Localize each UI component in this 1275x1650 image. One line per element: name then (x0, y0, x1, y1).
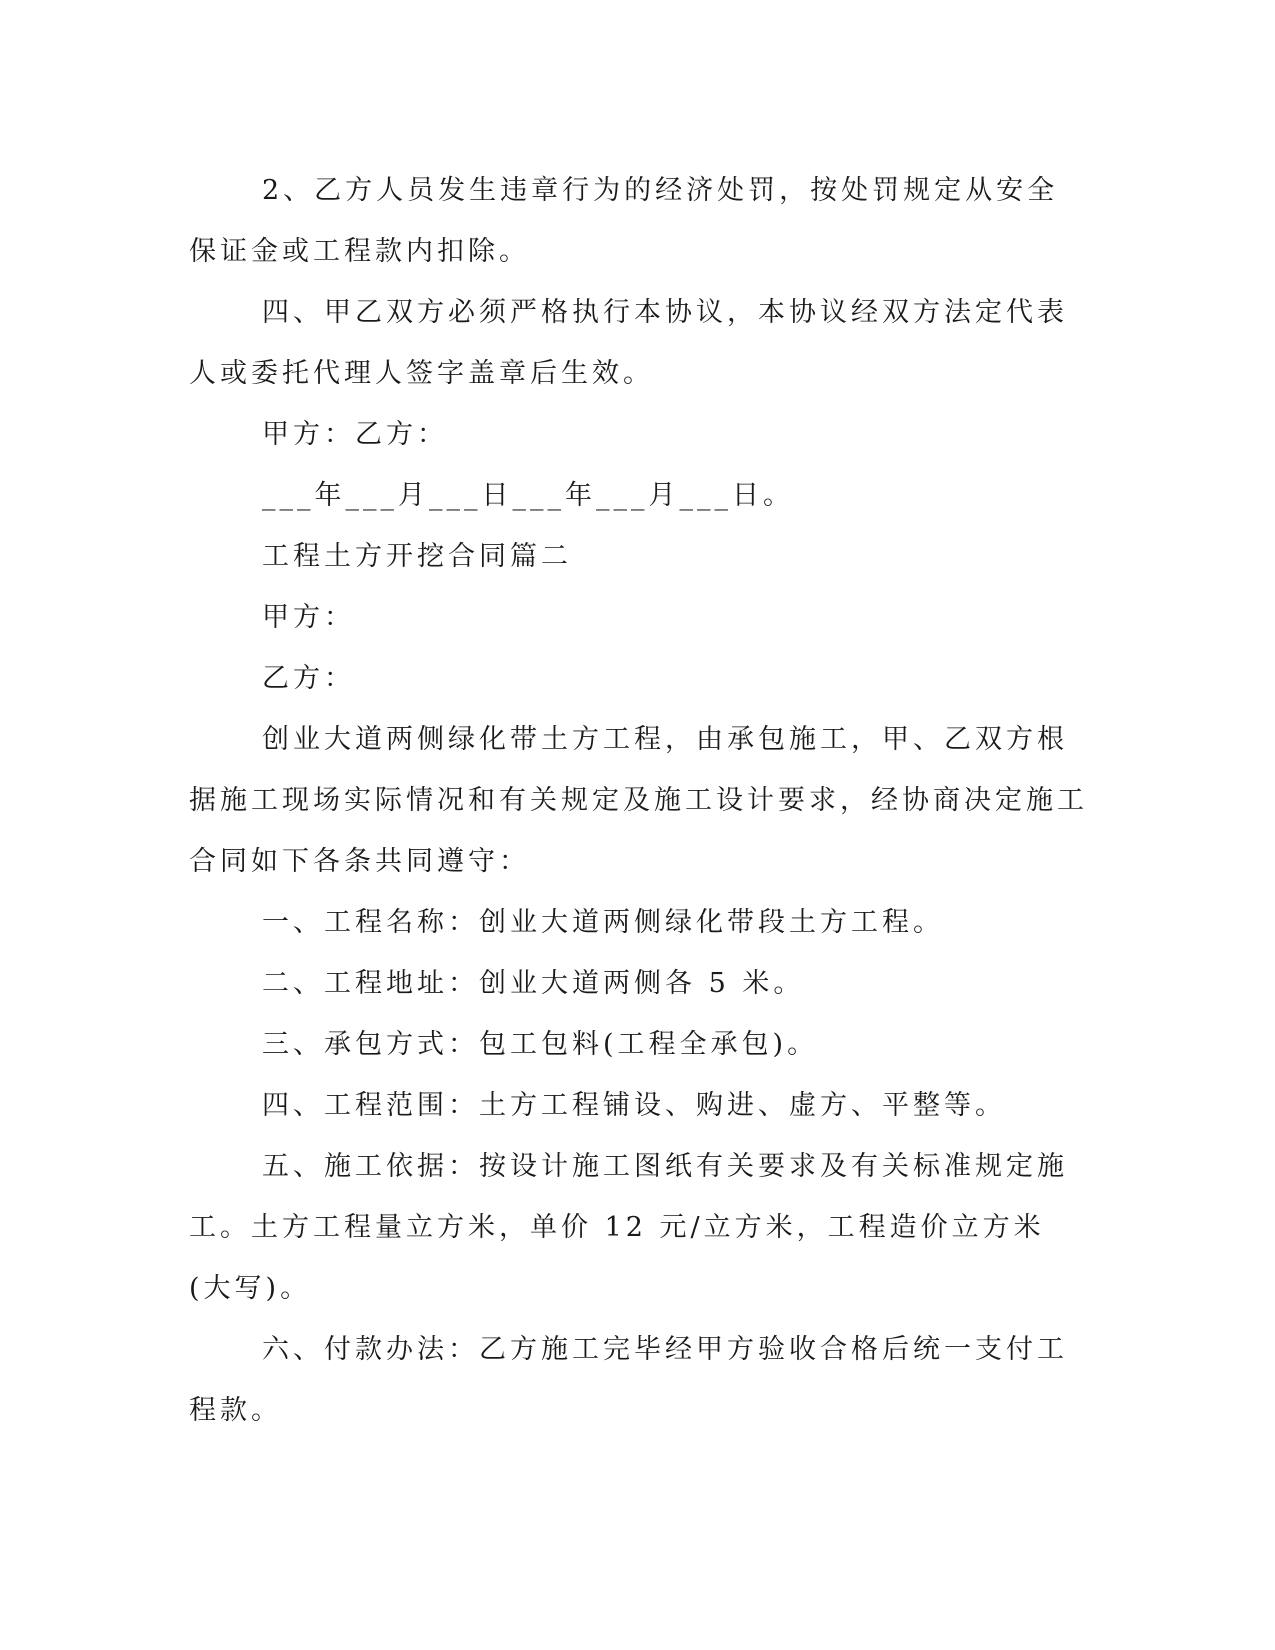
clause-project-name: 一、工程名称：创业大道两侧绿化带段土方工程。 (262, 907, 944, 938)
clause-construction-basis: 五、施工依据：按设计施工图纸有关要求及有关标准规定施工。土方工程量立方米，单价 12 元/立方米，工程造价立方米(大写)。 (189, 1151, 1068, 1304)
paragraph-party-b: 乙方： (262, 663, 355, 694)
paragraph-effectiveness-clause: 四、甲乙双方必须严格执行本协议，本协议经双方法定代表人或委托代理人签字盖章后生效。 (189, 297, 1068, 389)
clause-contract-method: 三、承包方式：包工包料(工程全承包)。 (262, 1029, 819, 1060)
clause-project-address: 二、工程地址：创业大道两侧各 5 米。 (262, 968, 805, 999)
document-body (189, 160, 1089, 1441)
clause-project-scope: 四、工程范围：土方工程铺设、购进、虚方、平整等。 (262, 1090, 1006, 1121)
clause-payment-method: 六、付款办法：乙方施工完毕经甲方验收合格后统一支付工程款。 (189, 1334, 1068, 1426)
paragraph-date-line: ___年___月___日___年___月___日。 (262, 480, 794, 511)
paragraph-party-signatures: 甲方：乙方： (262, 419, 448, 450)
paragraph-party-a: 甲方： (262, 602, 355, 633)
paragraph-preamble: 创业大道两侧绿化带土方工程，由承包施工，甲、乙双方根据施工现场实际情况和有关规定及施工设计要求，经协商决定施工合同如下各条共同遵守： (189, 724, 1088, 877)
section-heading: 工程土方开挖合同篇二 (262, 541, 572, 572)
paragraph-deduction-clause: 2、乙方人员发生违章行为的经济处罚，按处罚规定从安全保证金或工程款内扣除。 (189, 175, 1059, 267)
